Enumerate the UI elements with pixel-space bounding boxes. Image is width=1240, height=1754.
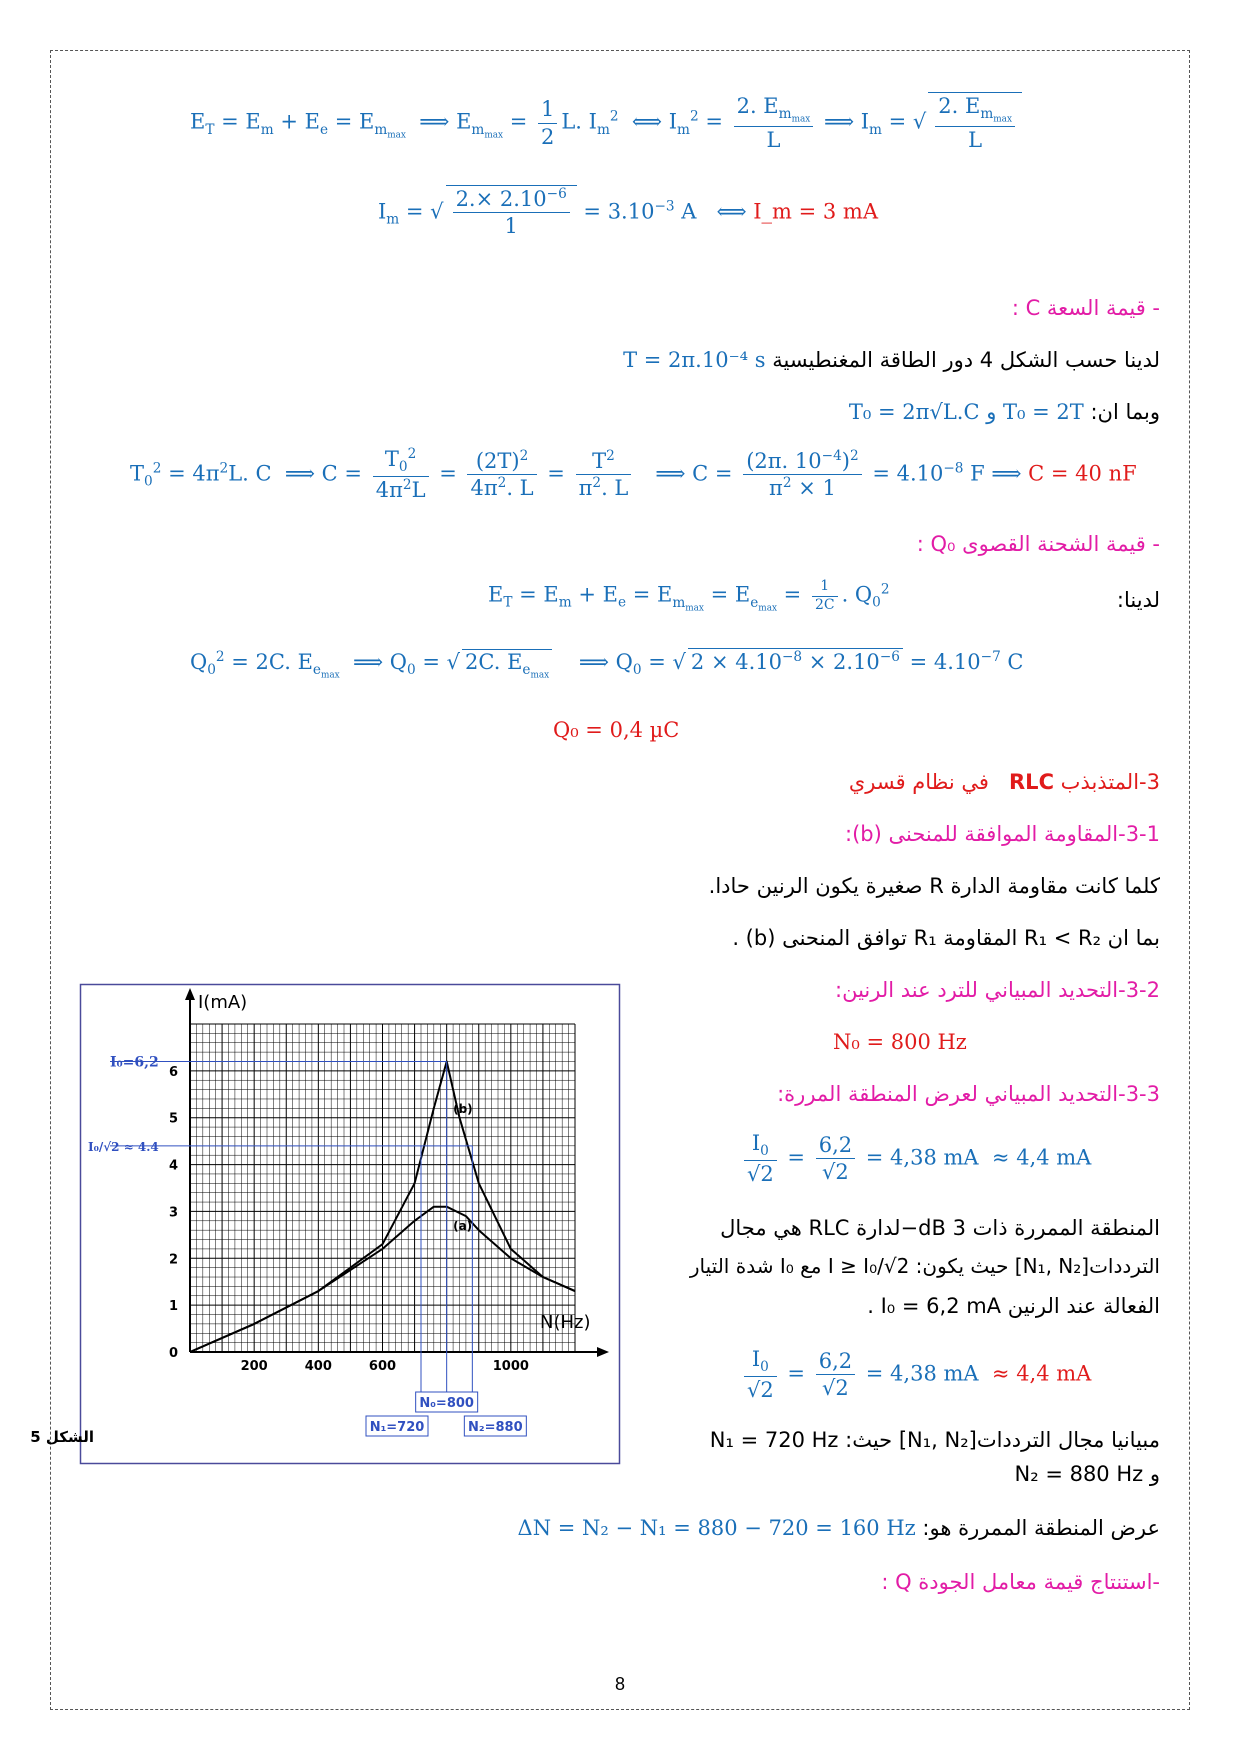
equation-half-power-2: $\frac{I_0}{√2}$ = $\frac{6,2}{√2}$ = 4,38 mA ≈ 4,4 mA xyxy=(740,1346,1091,1404)
y-tick-label: 6 xyxy=(168,1064,178,1080)
y-tick-label: 1 xyxy=(168,1299,178,1315)
section33-title: 3-3-التحديد المبياني لعرض المنطقة المررة: xyxy=(777,1082,1160,1106)
x-axis-label: N(Hz) xyxy=(540,1312,591,1333)
line-period: لدينا حسب الشكل 4 دور الطاقة المغنطيسية T = 2π.10⁻⁴ s xyxy=(623,348,1160,372)
heading-capacitance: - قيمة السعة C : xyxy=(1011,296,1160,320)
section31-para1: كلما كانت مقاومة الدارة R صغيرة يكون الرنين حادا. xyxy=(708,874,1160,898)
page-number: 8 xyxy=(614,1674,625,1694)
annotation-N2: N₂=880 xyxy=(468,1420,523,1435)
resonance-frequency: N₀ = 800 Hz xyxy=(833,1030,967,1054)
section33-para5: و N₂ = 880 Hz xyxy=(1014,1462,1160,1486)
equation-capacitance: $T_0^2 = 4\pi^2L$. C ⟹ C = $\frac{T_0^2}{4\pi^2L}$ = $\frac{(2T)^2}{4\pi^2. L}$ = $\frac{T^2}{\pi^2. L}$ ⟹ C = $\frac{(2\pi. 10^{-4})^2}{\pi^2 \times 1}$ = $4.10^{-8}$ F ⟹ C = 40 nF xyxy=(130,446,1137,503)
y-tick-label: 5 xyxy=(168,1111,178,1127)
line-since: وبما ان: T₀ = 2π√L.C و T₀ = 2T xyxy=(848,400,1160,424)
series-label: (b) xyxy=(453,1102,473,1117)
section3-title: 3-المتذبذب RLC في نظام قسري xyxy=(848,770,1160,794)
x-tick-label: 400 xyxy=(304,1359,332,1374)
section31-title: 3-1-المقاومة الموافقة للمنحنى (b): xyxy=(845,822,1160,846)
annotation-I0: I₀=6,2 xyxy=(110,1054,159,1071)
x-tick-label: 200 xyxy=(240,1359,268,1374)
x-tick-label: 1000 xyxy=(492,1359,529,1374)
section31-para2: بما ان R₁ < R₂ المقاومة R₁ توافق المنحنى (b) . xyxy=(732,926,1160,950)
charge-result: Q₀ = 0,4 µC xyxy=(553,718,680,742)
annotation-N1: N₁=720 xyxy=(369,1420,425,1435)
resonance-chart xyxy=(30,984,620,1464)
section33-para6: عرض المنطقة الممررة هو: ΔN = N₂ − N₁ = 880 − 720 = 160 Hz xyxy=(517,1516,1160,1540)
y-axis-label: I(mA) xyxy=(198,992,248,1013)
section33-para4: مبيانيا مجال الترددات[N₁, N₂] حيث: N₁ = 720 Hz xyxy=(709,1428,1160,1452)
annotation-I0-sqrt2: I₀/√2 ≈ 4.4 xyxy=(88,1139,159,1154)
equation-energy-current: $E_T = E_m + E_e = E_{m_{max}}$ ⟹ $E_{m_{max}}$ = $\frac{1}{2}$ L. $I_m^2$ ⟺ $I_m^2$ = $\frac{2. E_{m_{max}}}{L}$ ⟹ $I_m$ = √ $\frac{2. E_{m_{max}}}{L}$ xyxy=(190,92,1022,153)
section32-title: 3-2-التحديد المبياني للترد عند الرنين: xyxy=(835,978,1160,1002)
current-result: I_m = 3 mA xyxy=(753,199,879,224)
equation-half-power-1: $\frac{I_0}{√2}$ = $\frac{6,2}{√2}$ = 4,38 mA ≈ 4,4 mA xyxy=(740,1130,1091,1188)
ladina-label: لدينا: xyxy=(1116,588,1160,612)
annotation-N0: N₀=800 xyxy=(419,1396,474,1411)
y-tick-label: 4 xyxy=(168,1158,178,1174)
equation-current-value: $I_m$ = √ $\frac{2.\times 2.10^{-6}}{1}$ = $3.10^{-3}$ A ⟺ I_m = 3 mA xyxy=(378,186,879,239)
section33-para2: الترددات[N₁, N₂] حيث يكون: I ≥ I₀/√2 مع I₀ شدة التيار xyxy=(689,1254,1160,1278)
y-tick-label: 2 xyxy=(168,1252,178,1268)
chart-caption: الشكل 5 xyxy=(30,1428,94,1446)
heading-max-charge: - قيمة الشحنة القصوى Q₀ : xyxy=(916,532,1160,556)
section33-para3: الفعالة عند الرنين I₀ = 6,2 mA . xyxy=(867,1294,1160,1318)
y-tick-label: 0 xyxy=(168,1346,178,1361)
series-label: (a) xyxy=(453,1219,473,1234)
y-tick-label: 3 xyxy=(168,1205,178,1221)
equation-energy-charge: $E_T = E_m + E_e = E_{m_{max}} = E_{e_{max}}$ = $\frac{1}{2C}$ . $Q_0^2$ xyxy=(488,578,890,614)
equation-charge: $Q_0^2 = 2C$. $E_{e_{max}}$ ⟹ $Q_0$ = √ 2C. $E_{e_{max}}$ ⟹ $Q_0$ = √ $2 \times 4.10^{-8} \times 2.10^{-6} = 4.10^{-7}$ C xyxy=(190,649,1024,681)
chart-svg xyxy=(30,984,620,1464)
capacitance-result: C = 40 nF xyxy=(1028,461,1137,486)
x-tick-label: 600 xyxy=(368,1359,397,1374)
section33-para1: المنطقة الممررة ذات 3 dB−لدارة RLC هي مجال xyxy=(720,1216,1160,1240)
section34-title: -استنتاج قيمة معامل الجودة Q : xyxy=(881,1570,1160,1594)
